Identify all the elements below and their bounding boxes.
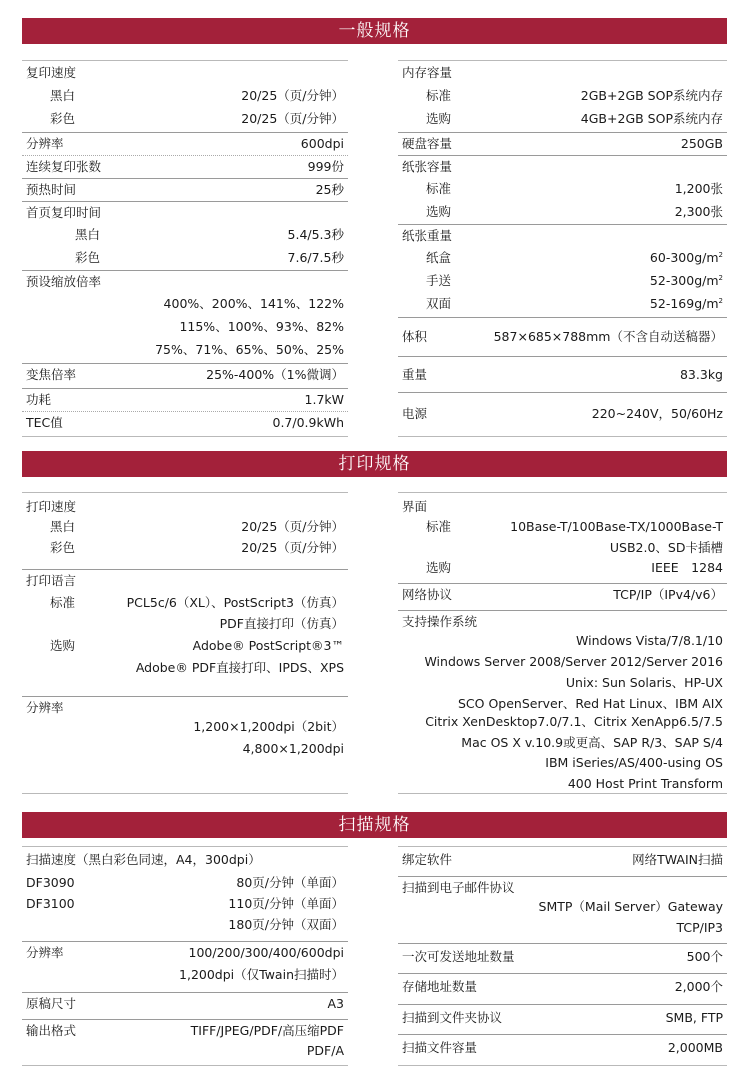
spec-value: 999份 bbox=[307, 159, 344, 174]
spec-row bbox=[398, 293, 727, 315]
spec-value: 1,200dpi（仅Twain扫描时） bbox=[179, 967, 344, 982]
spec-label: 硬盘容量 bbox=[402, 136, 453, 151]
spec-row bbox=[398, 557, 727, 579]
spec-label: 预设缩放倍率 bbox=[26, 274, 102, 289]
spec-value: 1,200×1,200dpi（2bit） bbox=[193, 719, 344, 734]
spec-row bbox=[22, 155, 348, 178]
spec-row bbox=[22, 270, 348, 293]
spec-value: 1,200张 bbox=[674, 181, 723, 196]
spec-row bbox=[398, 943, 727, 970]
spec-row bbox=[398, 356, 727, 392]
spec-row bbox=[22, 893, 348, 915]
spec-value: USB2.0、SD卡插槽 bbox=[609, 540, 723, 555]
spec-label: 支持操作系统 bbox=[402, 614, 478, 629]
sub-label: 标准 bbox=[426, 181, 452, 196]
spec-row bbox=[398, 496, 727, 518]
model-label: DF3090 bbox=[26, 875, 75, 890]
section-title-scan: 扫描规格 bbox=[22, 812, 727, 838]
superscript: 2 bbox=[718, 250, 723, 259]
spec-row bbox=[22, 62, 348, 84]
spec-label: 存储地址数量 bbox=[402, 979, 478, 994]
spec-row bbox=[22, 293, 348, 315]
scan-right-panel bbox=[398, 846, 727, 1066]
spec-value bbox=[650, 270, 723, 292]
spec-row bbox=[22, 569, 348, 592]
spec-value: 83.3kg bbox=[679, 367, 723, 382]
sub-label: 选购 bbox=[426, 560, 452, 575]
superscript: 2 bbox=[718, 296, 723, 305]
spec-row bbox=[398, 516, 727, 538]
spec-value: 10Base-T/100Base-TX/1000Base-T bbox=[510, 519, 723, 534]
spec-value: 110页/分钟（单面） bbox=[228, 896, 344, 911]
spec-label: 重量 bbox=[402, 367, 428, 382]
spec-row bbox=[22, 613, 348, 635]
spec-value: 500个 bbox=[686, 949, 723, 964]
spec-label: 纸张容量 bbox=[402, 159, 453, 174]
spec-value: 2,300张 bbox=[674, 204, 723, 219]
spec-value: 网络TWAIN扫描 bbox=[632, 852, 723, 867]
spec-row bbox=[398, 630, 727, 652]
spec-label: 功耗 bbox=[26, 392, 52, 407]
spec-value: 25秒 bbox=[315, 182, 344, 197]
section-title-print: 打印规格 bbox=[22, 451, 727, 477]
spec-row bbox=[22, 516, 348, 538]
spec-label: 内存容量 bbox=[402, 65, 453, 80]
spec-row bbox=[398, 973, 727, 1000]
spec-value: 400 Host Print Transform bbox=[567, 776, 723, 791]
sub-label: 手送 bbox=[426, 273, 452, 288]
spec-value bbox=[650, 293, 723, 315]
spec-value: 220~240V，50/60Hz bbox=[591, 406, 723, 421]
spec-label: 扫描到文件夹协议 bbox=[402, 1010, 503, 1025]
spec-value: A3 bbox=[327, 996, 344, 1011]
spec-label: TEC值 bbox=[26, 415, 63, 430]
value-text: 52-169g/m bbox=[649, 296, 719, 311]
spec-row bbox=[398, 247, 727, 269]
spec-row bbox=[22, 363, 348, 386]
spec-row bbox=[398, 711, 727, 733]
sub-label: 选购 bbox=[50, 638, 76, 653]
spec-value: Windows Vista/7/8.1/10 bbox=[576, 633, 723, 648]
spec-value: 2,000个 bbox=[674, 979, 723, 994]
spec-label: 预热时间 bbox=[26, 182, 77, 197]
spec-value: 4GB+2GB SOP系统内存 bbox=[580, 111, 723, 126]
spec-value: PCL5c/6（XL）、PostScript3（仿真） bbox=[126, 595, 344, 610]
spec-label: 扫描文件容量 bbox=[402, 1040, 478, 1055]
spec-label: 打印语言 bbox=[26, 573, 77, 588]
spec-row bbox=[22, 1040, 348, 1062]
spec-row bbox=[22, 849, 348, 871]
spec-label: 电源 bbox=[402, 406, 428, 421]
spec-row bbox=[22, 914, 348, 936]
spec-value: 20/25（页/分钟） bbox=[241, 111, 344, 126]
sub-label: 黑白 bbox=[50, 88, 76, 103]
spec-row bbox=[22, 132, 348, 155]
spec-row bbox=[398, 392, 727, 435]
spec-row bbox=[22, 178, 348, 201]
spec-value: IEEE 1284 bbox=[651, 560, 723, 575]
spec-row bbox=[398, 773, 727, 795]
spec-value: 587×685×788mm（不含自动送稿器） bbox=[493, 329, 723, 344]
print-left-panel bbox=[22, 492, 348, 794]
spec-row bbox=[398, 917, 727, 939]
spec-label: 体积 bbox=[402, 329, 428, 344]
spec-row bbox=[22, 224, 348, 246]
sub-label: 标准 bbox=[50, 595, 76, 610]
spec-value: 20/25（页/分钟） bbox=[241, 519, 344, 534]
spec-label: 绑定软件 bbox=[402, 852, 453, 867]
spec-label: 网络协议 bbox=[402, 587, 453, 602]
sub-label: 彩色 bbox=[50, 540, 76, 555]
spec-value: Mac OS X v.10.9或更高、SAP R/3、SAP S/4 bbox=[461, 735, 723, 750]
sub-label: 彩色 bbox=[50, 111, 76, 126]
sub-label: 标准 bbox=[426, 88, 452, 103]
spec-value: 5.4/5.3秒 bbox=[287, 227, 344, 242]
general-right-panel bbox=[398, 60, 727, 437]
spec-label: 一次可发送地址数量 bbox=[402, 949, 515, 964]
spec-row bbox=[22, 635, 348, 657]
spec-value: 115%、100%、93%、82% bbox=[179, 319, 344, 334]
value-text: 52-300g/m bbox=[649, 273, 719, 288]
spec-value: SMTP（Mail Server）Gateway bbox=[538, 899, 723, 914]
spec-value: 2,000MB bbox=[667, 1040, 723, 1055]
sub-label: 黑白 bbox=[50, 519, 76, 534]
spec-value: 80页/分钟（单面） bbox=[236, 875, 344, 890]
spec-row bbox=[22, 964, 348, 986]
spec-label: 分辨率 bbox=[26, 136, 64, 151]
spec-value: 100/200/300/400/600dpi bbox=[188, 945, 344, 960]
spec-label: 输出格式 bbox=[26, 1023, 77, 1038]
spec-row bbox=[22, 872, 348, 894]
spec-value: 0.7/0.9kWh bbox=[272, 415, 344, 430]
spec-value: IBM iSeries/AS/400-using OS bbox=[545, 755, 723, 770]
spec-value: TCP/IP（IPv4/v6） bbox=[613, 587, 723, 602]
spec-row bbox=[398, 752, 727, 774]
spec-value: SCO OpenServer、Red Hat Linux、IBM AIX bbox=[457, 696, 723, 711]
spec-label: 分辨率 bbox=[26, 700, 64, 715]
spec-row bbox=[22, 108, 348, 130]
spec-row bbox=[22, 388, 348, 411]
spec-value: Unix: Sun Solaris、HP-UX bbox=[565, 675, 723, 690]
spec-value: SMB, FTP bbox=[665, 1010, 723, 1025]
spec-row bbox=[398, 732, 727, 754]
section-title-general: 一般规格 bbox=[22, 18, 727, 44]
spec-row bbox=[22, 1019, 348, 1042]
spec-label: 纸张重量 bbox=[402, 228, 453, 243]
spec-value: 7.6/7.5秒 bbox=[287, 250, 344, 265]
sub-label: 双面 bbox=[426, 296, 452, 311]
spec-row bbox=[398, 85, 727, 107]
spec-label: 变焦倍率 bbox=[26, 367, 77, 382]
spec-row bbox=[398, 849, 727, 871]
spec-row bbox=[22, 657, 348, 679]
spec-row bbox=[22, 496, 348, 518]
spec-value bbox=[650, 247, 723, 269]
spec-label: 扫描速度（黑白彩色同速，A4，300dpi） bbox=[26, 852, 261, 867]
spec-row bbox=[398, 1034, 727, 1061]
general-left-panel bbox=[22, 60, 348, 437]
spec-row bbox=[22, 201, 348, 224]
spec-value: 4,800×1,200dpi bbox=[242, 741, 344, 756]
spec-row bbox=[398, 201, 727, 223]
sub-label: 选购 bbox=[426, 111, 452, 126]
spec-row bbox=[398, 672, 727, 694]
spec-row bbox=[22, 738, 348, 760]
spec-value: 1.7kW bbox=[304, 392, 344, 407]
spec-value: 25%-400%（1%微调） bbox=[206, 367, 344, 382]
spec-value: PDF直接打印（仿真） bbox=[219, 616, 344, 631]
spec-row bbox=[398, 583, 727, 606]
spec-row bbox=[398, 1004, 727, 1031]
spec-row bbox=[398, 62, 727, 84]
spec-label: 界面 bbox=[402, 499, 428, 514]
spec-value: Adobe® PostScript®3™ bbox=[192, 638, 344, 653]
spec-value: TCP/IP3 bbox=[676, 920, 723, 935]
sub-label: 标准 bbox=[426, 519, 452, 534]
spec-row bbox=[22, 592, 348, 614]
spec-row bbox=[22, 411, 348, 434]
sub-label: 选购 bbox=[426, 204, 452, 219]
sub-label: 彩色 bbox=[75, 250, 101, 265]
scan-left-panel bbox=[22, 846, 348, 1066]
sub-label: 黑白 bbox=[75, 227, 101, 242]
spec-label: 首页复印时间 bbox=[26, 205, 102, 220]
spec-value: 250GB bbox=[680, 136, 723, 151]
spec-label: 分辨率 bbox=[26, 945, 64, 960]
spec-row bbox=[398, 317, 727, 356]
spec-label: 扫描到电子邮件协议 bbox=[402, 880, 515, 895]
spec-row bbox=[398, 224, 727, 247]
model-label: DF3100 bbox=[26, 896, 75, 911]
spec-value: 20/25（页/分钟） bbox=[241, 88, 344, 103]
spec-row bbox=[22, 247, 348, 269]
spec-row bbox=[22, 339, 348, 361]
spec-row bbox=[22, 537, 348, 559]
superscript: 2 bbox=[718, 273, 723, 282]
spec-row bbox=[398, 132, 727, 155]
spec-label: 连续复印张数 bbox=[26, 159, 102, 174]
spec-row bbox=[22, 716, 348, 738]
spec-label: 原稿尺寸 bbox=[26, 996, 77, 1011]
spec-value: 75%、71%、65%、50%、25% bbox=[155, 342, 344, 357]
spec-row bbox=[22, 941, 348, 964]
spec-value: Citrix XenDesktop7.0/7.1、Citrix XenApp6.5/7.5 bbox=[425, 714, 723, 729]
spec-value: 180页/分钟（双面） bbox=[228, 917, 344, 932]
spec-label: 打印速度 bbox=[26, 499, 77, 514]
spec-row bbox=[398, 108, 727, 130]
sub-label: 纸盒 bbox=[426, 250, 452, 265]
print-right-panel bbox=[398, 492, 727, 794]
spec-row bbox=[22, 316, 348, 338]
spec-row bbox=[398, 270, 727, 292]
spec-row bbox=[22, 85, 348, 107]
spec-row bbox=[398, 537, 727, 559]
spec-row bbox=[398, 896, 727, 918]
spec-value: Windows Server 2008/Server 2012/Server 2016 bbox=[424, 654, 723, 669]
spec-value: 2GB+2GB SOP系统内存 bbox=[580, 88, 723, 103]
spec-value: TIFF/JPEG/PDF/高压缩PDF bbox=[190, 1023, 344, 1038]
spec-row bbox=[22, 992, 348, 1015]
spec-value: 600dpi bbox=[300, 136, 344, 151]
spec-value: 20/25（页/分钟） bbox=[241, 540, 344, 555]
spec-value: PDF/A bbox=[306, 1043, 344, 1058]
spec-row bbox=[398, 155, 727, 178]
copy-speed-label: 复印速度 bbox=[26, 65, 77, 80]
spec-row bbox=[398, 651, 727, 673]
value-text: 60-300g/m bbox=[649, 250, 719, 265]
spec-value: 400%、200%、141%、122% bbox=[163, 296, 344, 311]
spec-row bbox=[398, 178, 727, 200]
spec-value: Adobe® PDF直接打印、IPDS、XPS bbox=[135, 660, 344, 675]
